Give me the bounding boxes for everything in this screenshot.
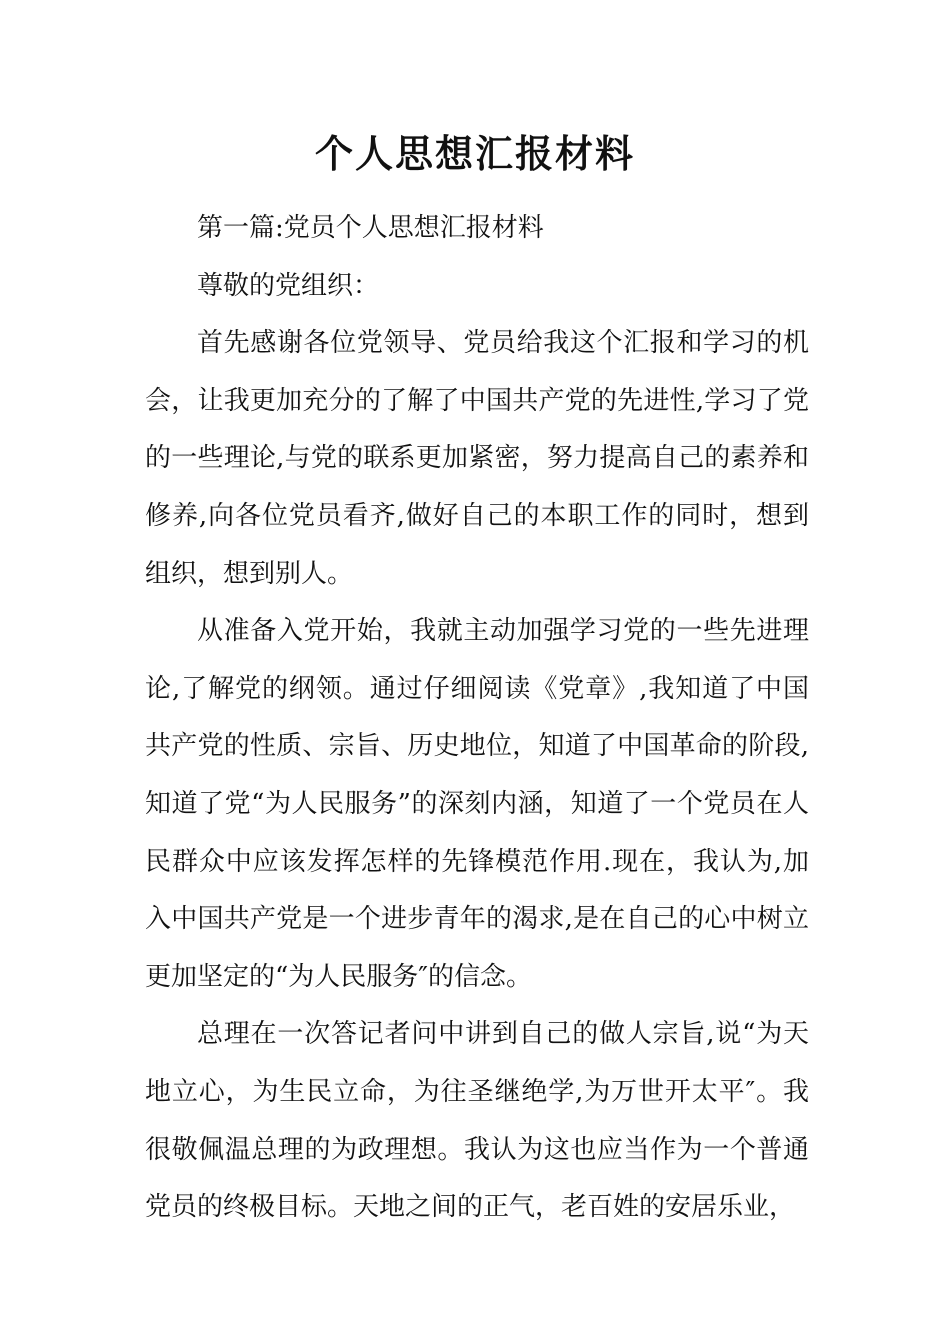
- document-body: [145, 200, 809, 1237]
- body-paragraph: 首先感谢各位党领导、党员给我这个汇报和学习的机会，让我更加充分的了解了中国共产党的先进性,学习了党的一些理论,与党的联系更加紧密，努力提高自己的素养和修养,向各位党员看齐,做好自己的本职工作的同时，想到组织，想到别人。: [145, 328, 809, 589]
- section-heading: 第一篇:党员个人思想汇报材料: [197, 213, 544, 243]
- body-paragraph: 总理在一次答记者问中讲到自己的做人宗旨,说“为天地立心，为生民立命，为往圣继绝学,为万世开太平″。我很敬佩温总理的为政理想。我认为这也应当作为一个普通党员的终极目标。天地之间的正气，老百姓的安居乐业，: [145, 1019, 809, 1223]
- salutation: 尊敬的党组织：: [197, 270, 380, 301]
- body-paragraph: 从准备入党开始，我就主动加强学习党的一些先进理论,了解党的纲领。通过仔细阅读《党章》,我知道了中国共产党的性质、宗旨、历史地位，知道了中国革命的阶段,知道了党“为人民服务”的深刻内涵，知道了一个党员在人民群众中应该发挥怎样的先锋模范作用.现在，我认为,加入中国共产党是一个进步青年的渴求,是在自己的心中树立更加坚定的“为人民服务″的信念。: [145, 616, 809, 992]
- document-title: 个人思想汇报材料: [314, 131, 635, 176]
